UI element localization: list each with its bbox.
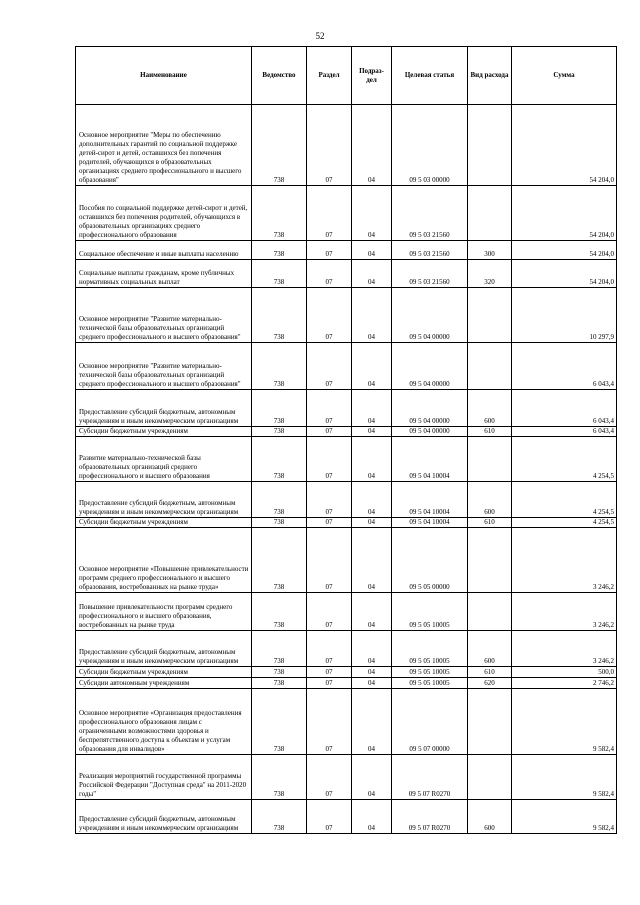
row-section: 07 [307,518,352,528]
table-body [76,105,617,834]
row-target: 09 5 03 21560 [392,241,468,260]
row-expense-type [468,186,512,241]
row-expense-type [468,437,512,482]
row-section: 07 [307,678,352,689]
row-expense-type: 300 [468,241,512,260]
row-target: 09 5 05 10005 [392,667,468,678]
row-expense-type: 600 [468,800,512,834]
row-target: 09 5 07 R0270 [392,800,468,834]
row-expense-type: 610 [468,427,512,437]
row-section: 07 [307,667,352,678]
table-row [76,288,617,343]
row-name: Основное мероприятие "Развитие материально-технической базы образовательных организаций среднего профессионального и высшего образования" [76,288,252,343]
row-amount: 54 204,0 [512,241,617,260]
row-dept: 738 [252,427,307,437]
header-section: Раздел [307,47,352,105]
row-amount: 9 582,4 [512,755,617,800]
row-dept: 738 [252,528,307,593]
row-section: 07 [307,288,352,343]
row-amount: 6 043,4 [512,390,617,427]
table-row [76,528,617,593]
row-dept: 738 [252,288,307,343]
row-section: 07 [307,593,352,631]
row-dept: 738 [252,755,307,800]
row-amount: 4 254,5 [512,518,617,528]
table-row [76,678,617,689]
table-row [76,260,617,288]
row-dept: 738 [252,800,307,834]
row-target: 09 5 04 00000 [392,390,468,427]
row-dept: 738 [252,390,307,427]
page-number: 52 [315,31,325,41]
row-subsection: 04 [352,105,392,186]
row-section: 07 [307,241,352,260]
header-dept: Ведомство [252,47,307,105]
row-target: 09 5 04 00000 [392,343,468,390]
row-target: 09 5 07 R0270 [392,755,468,800]
row-dept: 738 [252,105,307,186]
table-row [76,241,617,260]
row-name: Пособия по социальной поддержке детей-сирот и детей, оставшихся без попечения родителей, обучающихся в образовательных организациях среднего профессионального образования [76,186,252,241]
row-expense-type: 620 [468,678,512,689]
row-target: 09 5 04 10004 [392,518,468,528]
row-section: 07 [307,800,352,834]
row-target: 09 5 04 00000 [392,288,468,343]
row-subsection: 04 [352,631,392,667]
row-amount: 54 204,0 [512,105,617,186]
row-target: 09 5 03 21560 [392,186,468,241]
row-subsection: 04 [352,390,392,427]
row-dept: 738 [252,241,307,260]
header-target: Целевая статья [392,47,468,105]
row-amount: 6 043,4 [512,343,617,390]
row-dept: 738 [252,518,307,528]
header-name: Наименование [76,47,252,105]
row-dept: 738 [252,482,307,518]
row-subsection: 04 [352,689,392,755]
table-row [76,755,617,800]
row-dept: 738 [252,343,307,390]
row-amount: 54 204,0 [512,260,617,288]
row-subsection: 04 [352,755,392,800]
row-amount: 6 043,4 [512,427,617,437]
row-expense-type: 610 [468,518,512,528]
row-subsection: 04 [352,482,392,518]
row-section: 07 [307,390,352,427]
row-section: 07 [307,528,352,593]
row-name: Повышение привлекательности программ среднего профессионального и высшего образования, востребованных на рынке труда [76,593,252,631]
row-dept: 738 [252,689,307,755]
row-target: 09 5 05 10005 [392,631,468,667]
row-amount: 2 746,2 [512,678,617,689]
row-dept: 738 [252,631,307,667]
row-section: 07 [307,689,352,755]
row-section: 07 [307,427,352,437]
row-subsection: 04 [352,241,392,260]
row-name: Развитие материально-технической базы образовательных организаций среднего профессионального и высшего образования [76,437,252,482]
row-expense-type [468,593,512,631]
row-target: 09 5 05 10005 [392,593,468,631]
row-dept: 738 [252,186,307,241]
row-target: 09 5 04 10004 [392,437,468,482]
row-dept: 738 [252,678,307,689]
row-subsection: 04 [352,427,392,437]
row-name: Предоставление субсидий бюджетным, автономным учреждениям и иным некоммерческим организациям [76,800,252,834]
row-expense-type [468,528,512,593]
header-subsection: Подраз-дел [352,47,392,105]
row-name: Субсидии автономным учреждениям [76,678,252,689]
row-dept: 738 [252,260,307,288]
row-section: 07 [307,343,352,390]
row-section: 07 [307,105,352,186]
row-amount: 500,0 [512,667,617,678]
row-target: 09 5 05 00000 [392,528,468,593]
row-expense-type: 600 [468,390,512,427]
row-name: Социальные выплаты гражданам, кроме публичных нормативных социальных выплат [76,260,252,288]
table-row [76,186,617,241]
row-target: 09 5 04 10004 [392,482,468,518]
row-target: 09 5 04 00000 [392,427,468,437]
row-section: 07 [307,482,352,518]
row-amount: 3 246,2 [512,631,617,667]
row-subsection: 04 [352,437,392,482]
row-target: 09 5 03 21560 [392,260,468,288]
row-dept: 738 [252,593,307,631]
row-section: 07 [307,260,352,288]
row-name: Предоставление субсидий бюджетным, автономным учреждениям и иным некоммерческим организациям [76,482,252,518]
row-expense-type: 610 [468,667,512,678]
row-dept: 738 [252,437,307,482]
row-subsection: 04 [352,518,392,528]
table-row [76,482,617,518]
row-name: Основное мероприятие «Организация предоставления профессионального образования лицам с ограниченными возможностями здоровья и беспрепятственного доступа к объектам и услугам образования для инвалидов» [76,689,252,755]
row-amount: 3 246,2 [512,593,617,631]
table-row [76,390,617,427]
row-amount: 9 582,4 [512,689,617,755]
table-row [76,518,617,528]
row-subsection: 04 [352,667,392,678]
row-subsection: 04 [352,343,392,390]
row-section: 07 [307,186,352,241]
row-name: Социальное обеспечение и иные выплаты населению [76,241,252,260]
row-amount: 3 246,2 [512,528,617,593]
row-amount: 4 254,5 [512,437,617,482]
row-target: 09 5 03 00000 [392,105,468,186]
row-name: Основное мероприятие "Меры по обеспечению дополнительных гарантий по социальной поддержке детей-сирот и детей, оставшихся без попечения родителей, обучающихся в образовательных организациях среднего профессионального и высшего образования" [76,105,252,186]
header-expense-type: Вид расхода [468,47,512,105]
table-row [76,105,617,186]
row-amount: 10 297,9 [512,288,617,343]
row-name: Основное мероприятие "Развитие материально-технической базы образовательных организаций среднего профессионального и высшего образования" [76,343,252,390]
row-name: Основное мероприятие «Повышение привлекательности программ среднего профессионального и высшего образования, востребованных на рынке труда» [76,528,252,593]
table-row [76,427,617,437]
table-row [76,593,617,631]
table-header-row [76,47,617,105]
row-name: Реализация мероприятий государственной программы Российской Федерации "Доступная среда" на 2011-2020 годы" [76,755,252,800]
row-subsection: 04 [352,800,392,834]
table-row [76,631,617,667]
row-expense-type [468,343,512,390]
row-expense-type [468,689,512,755]
row-section: 07 [307,437,352,482]
row-subsection: 04 [352,260,392,288]
row-name: Субсидии бюджетным учреждениям [76,667,252,678]
table-row [76,800,617,834]
row-name: Предоставление субсидий бюджетным, автономным учреждениям и иным некоммерческим организациям [76,390,252,427]
row-target: 09 5 07 00000 [392,689,468,755]
row-amount: 9 582,4 [512,800,617,834]
row-name: Предоставление субсидий бюджетным, автономным учреждениям и иным некоммерческим организациям [76,631,252,667]
row-expense-type [468,105,512,186]
table-row [76,667,617,678]
budget-table [75,46,617,834]
row-section: 07 [307,631,352,667]
row-subsection: 04 [352,528,392,593]
row-expense-type: 320 [468,260,512,288]
table-row [76,689,617,755]
row-section: 07 [307,755,352,800]
row-amount: 54 204,0 [512,186,617,241]
row-subsection: 04 [352,678,392,689]
row-subsection: 04 [352,186,392,241]
row-name: Субсидии бюджетным учреждениям [76,518,252,528]
table-row [76,437,617,482]
row-name: Субсидии бюджетным учреждениям [76,427,252,437]
row-expense-type: 600 [468,631,512,667]
row-amount: 4 254,5 [512,482,617,518]
row-dept: 738 [252,667,307,678]
row-subsection: 04 [352,593,392,631]
header-amount: Сумма [512,47,617,105]
row-subsection: 04 [352,288,392,343]
row-expense-type [468,288,512,343]
row-target: 09 5 05 10005 [392,678,468,689]
row-expense-type [468,755,512,800]
row-expense-type: 600 [468,482,512,518]
table-row [76,343,617,390]
